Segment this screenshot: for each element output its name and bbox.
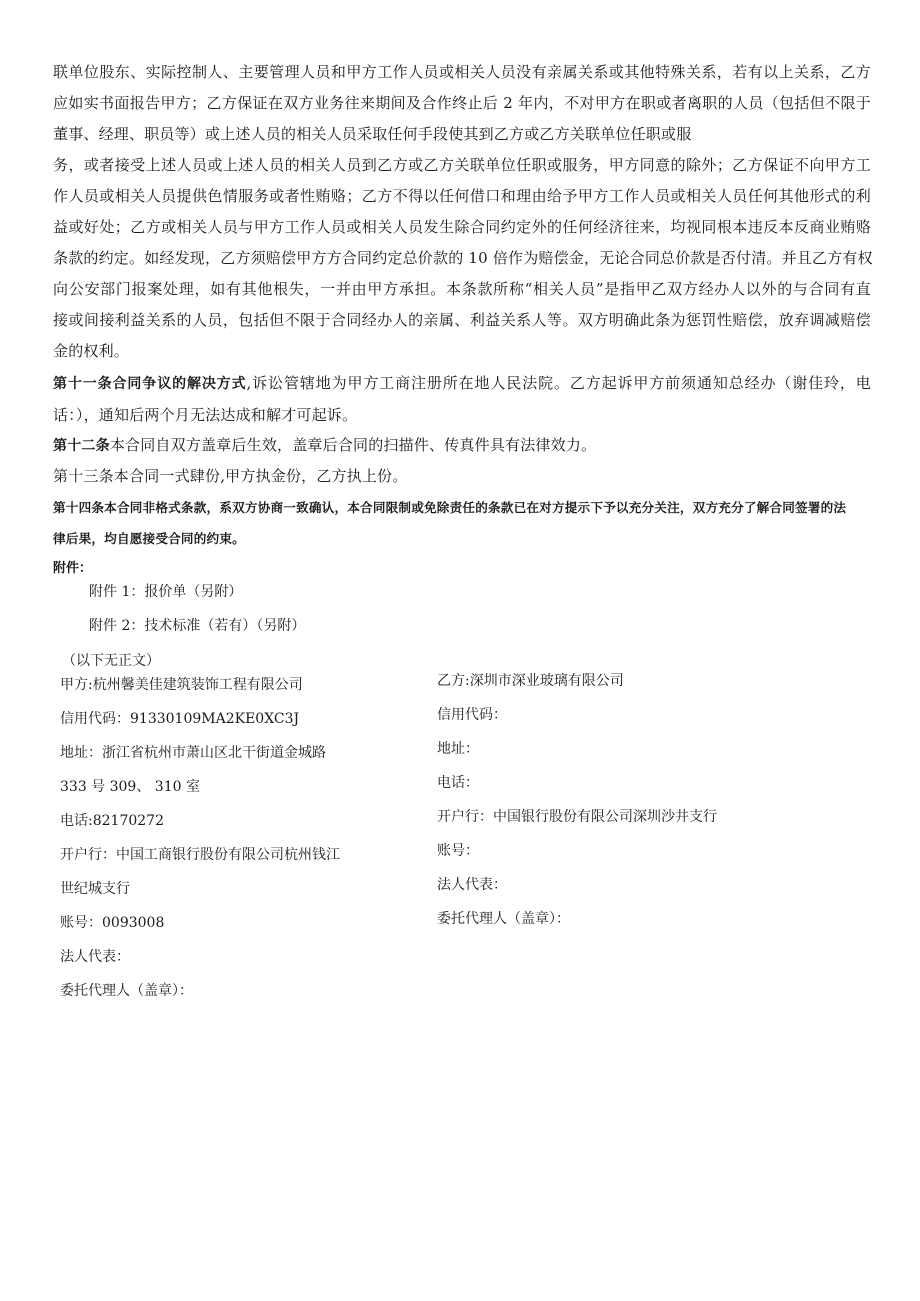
clause-10-line: 董事、经理、职员等）或上述人员的相关人员采取任何手段使其到乙方或乙方关联单位任职或服 bbox=[53, 125, 692, 143]
attachment-item-1: 附件 1：报价单（另附） bbox=[89, 584, 243, 600]
clause-13-paragraph bbox=[53, 461, 871, 492]
clause-14-line: 律后果，均自愿接受合同的约束。 bbox=[53, 531, 245, 546]
party-a-legal-rep: 法人代表： bbox=[60, 949, 130, 965]
clause-12-paragraph bbox=[53, 430, 871, 462]
clause-10-line: 联单位股东、实际控制人、主要管理人员和甲方工作人员或相关人员没有亲属关系或其他特殊关系，若有以上关系，乙方 bbox=[53, 63, 871, 81]
clause-12-text: 本合同自双方盖章后生效，盖章后合同的扫描件、传真件具有法律效力。 bbox=[109, 436, 597, 454]
clause-11-line bbox=[53, 368, 871, 400]
clause-11-line-2: 话：），通知后两个月无法达成和解才可起诉。 bbox=[53, 406, 358, 424]
clause-10-line: 益或好处；乙方或相关人员与甲方工作人员或相关人员发生除合同约定外的任何经济往来，均视同根本违反本反商业贿赂 bbox=[53, 218, 871, 236]
party-b-agent: 委托代理人（盖章）： bbox=[437, 911, 570, 927]
clause-12-heading: 第十二条 bbox=[53, 438, 110, 454]
clause-13-text: 第十三条本合同一式肆份,甲方执金份，乙方执上份。 bbox=[53, 467, 408, 485]
clause-10-line: 应如实书面报告甲方；乙方保证在双方业务往来期间及合作终止后 2 年内，不对甲方在职或者离职的人员（包括但不限于 bbox=[53, 94, 871, 112]
party-a-phone: 电话:82170272 bbox=[60, 813, 164, 829]
clause-14-paragraph bbox=[53, 492, 871, 554]
party-b-phone: 电话： bbox=[437, 775, 479, 791]
end-of-text-note: （以下无正文） bbox=[62, 653, 160, 669]
clause-10-line: 接或间接利益关系的人员，包括但不限于合同经办人的亲属、利益关系人等。双方明确此条为惩罚性赔偿，放弃调减赔偿 bbox=[53, 311, 871, 329]
clause-10-line: 金的权利。 bbox=[53, 342, 130, 360]
party-a-address-line-1: 地址：浙江省杭州市萧山区北干街道金城路 bbox=[60, 745, 326, 761]
clause-10-line: 作人员或相关人员提供色情服务或者性贿赂；乙方不得以任何借口和理由给予甲方工作人员或相关人员任何其他形式的利 bbox=[53, 187, 871, 205]
clause-11-heading: 第十一条合同争议的解决方式 bbox=[53, 376, 247, 392]
clause-14-line: 第十四条本合同非格式条款，系双方协商一致确认，本合同限制或免除责任的条款已在对方提示下予以充分关注，双方充分了解合同签署的法 bbox=[53, 500, 847, 515]
attachments-heading: 附件： bbox=[53, 561, 93, 576]
party-b-address: 地址： bbox=[437, 741, 479, 757]
clause-12-line bbox=[53, 430, 871, 462]
party-b-bank: 开户行：中国银行股份有限公司深圳沙井支行 bbox=[437, 809, 717, 825]
party-b-credit-code: 信用代码： bbox=[437, 707, 507, 723]
party-a-account: 账号：0093008 bbox=[60, 915, 165, 931]
party-a-name: 甲方:杭州馨美佳建筑装饰工程有限公司 bbox=[60, 677, 303, 693]
clause-11-paragraph bbox=[53, 368, 871, 431]
party-a-bank-line-2: 世纪城支行 bbox=[60, 881, 130, 897]
party-a-credit-code: 信用代码：91330109MA2KE0XC3J bbox=[60, 711, 300, 727]
party-b-name: 乙方:深圳市深业玻璃有限公司 bbox=[437, 673, 624, 689]
clause-11-text: ,诉讼管辖地为甲方工商注册所在地人民法院。乙方起诉甲方前须通知总经办（谢佳玲，电 bbox=[246, 374, 871, 392]
party-a-bank-line-1: 开户行：中国工商银行股份有限公司杭州钱江 bbox=[60, 847, 340, 863]
party-a-address-line-2: 333 号 309、 310 室 bbox=[60, 779, 200, 795]
clause-10-paragraph bbox=[53, 57, 871, 367]
clause-10-line: 条款的约定。如经发现，乙方须赔偿甲方方合同约定总价款的 10 倍作为赔偿金，无论合同总价款是否付清。并且乙方有权 bbox=[53, 249, 873, 267]
party-a-agent: 委托代理人（盖章）： bbox=[60, 983, 193, 999]
attachment-item-2: 附件 2：技术标准（若有）（另附） bbox=[89, 618, 306, 634]
clause-10-line: 向公安部门报案处理，如有其他根失，一并由甲方承担。本条款所称“相关人员”是指甲乙双方经办人以外的与合同有直 bbox=[53, 280, 871, 298]
party-b-account: 账号： bbox=[437, 843, 479, 859]
party-b-legal-rep: 法人代表： bbox=[437, 877, 507, 893]
clause-10-line: 务，或者接受上述人员或上述人员的相关人员到乙方或乙方关联单位任职或服务，甲方同意的除外；乙方保证不向甲方工 bbox=[53, 156, 871, 174]
